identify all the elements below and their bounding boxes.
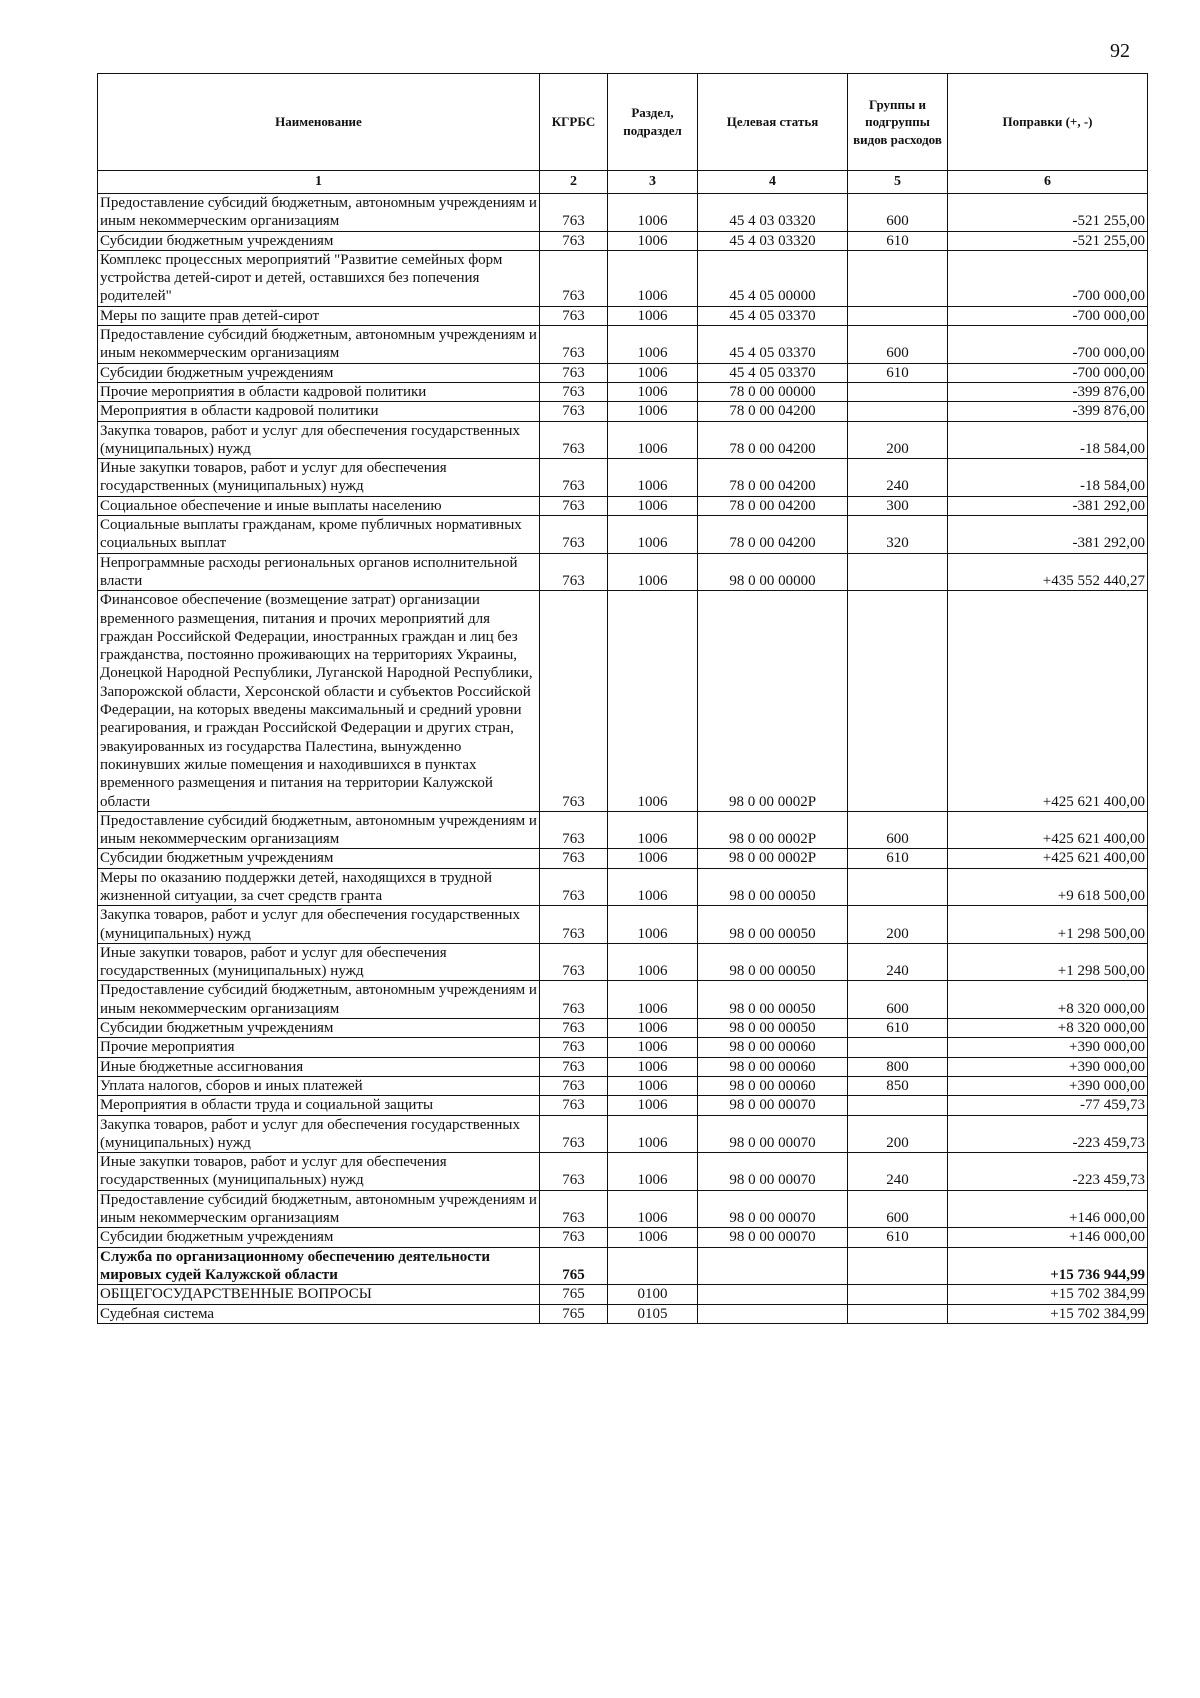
row-amount-cell: +390 000,00 — [948, 1057, 1148, 1076]
row-kgrbs-cell: 763 — [540, 1153, 608, 1191]
page-number: 92 — [1110, 40, 1130, 62]
row-name-cell: Предоставление субсидий бюджетным, автономным учреждениям и иным некоммерческим организациям — [98, 811, 540, 849]
row-kgrbs-cell: 763 — [540, 1019, 608, 1038]
row-target-article-cell: 98 0 00 00050 — [698, 943, 848, 981]
row-section-cell: 1006 — [608, 231, 698, 250]
row-kgrbs-cell: 763 — [540, 1115, 608, 1153]
row-section-cell: 1006 — [608, 194, 698, 232]
row-expense-group-cell — [848, 553, 948, 591]
row-section-cell: 0105 — [608, 1304, 698, 1323]
row-expense-group-cell: 240 — [848, 459, 948, 497]
row-name-cell: Иные закупки товаров, работ и услуг для обеспечения государственных (муниципальных) нужд — [98, 1153, 540, 1191]
row-target-article-cell: 98 0 00 00070 — [698, 1190, 848, 1228]
row-amount-cell: +1 298 500,00 — [948, 906, 1148, 944]
row-expense-group-cell — [848, 1096, 948, 1115]
row-target-article-cell: 45 4 05 00000 — [698, 250, 848, 306]
row-target-article-cell: 45 4 03 03320 — [698, 194, 848, 232]
row-section-cell: 1006 — [608, 1019, 698, 1038]
row-name-cell: Судебная система — [98, 1304, 540, 1323]
row-name-cell: Иные закупки товаров, работ и услуг для обеспечения государственных (муниципальных) нужд — [98, 943, 540, 981]
header-amendments: Поправки (+, -) — [948, 74, 1148, 171]
row-target-article-cell: 98 0 00 00050 — [698, 906, 848, 944]
column-number: 2 — [540, 171, 608, 194]
row-name-cell: Прочие мероприятия в области кадровой политики — [98, 382, 540, 401]
row-kgrbs-cell: 763 — [540, 459, 608, 497]
column-number-row — [98, 171, 1148, 194]
table-row — [98, 1247, 1148, 1285]
row-expense-group-cell: 600 — [848, 1190, 948, 1228]
row-expense-group-cell — [848, 382, 948, 401]
row-amount-cell: -399 876,00 — [948, 382, 1148, 401]
row-target-article-cell: 98 0 00 00050 — [698, 981, 848, 1019]
row-kgrbs-cell: 763 — [540, 906, 608, 944]
row-expense-group-cell: 610 — [848, 849, 948, 868]
row-expense-group-cell: 610 — [848, 1228, 948, 1247]
column-number: 3 — [608, 171, 698, 194]
row-section-cell — [608, 1247, 698, 1285]
row-expense-group-cell — [848, 868, 948, 906]
row-section-cell: 1006 — [608, 459, 698, 497]
row-kgrbs-cell: 763 — [540, 1190, 608, 1228]
row-section-cell: 1006 — [608, 1115, 698, 1153]
row-kgrbs-cell: 763 — [540, 516, 608, 554]
header-name: Наименование — [98, 74, 540, 171]
table-row — [98, 231, 1148, 250]
row-target-article-cell: 78 0 00 04200 — [698, 496, 848, 515]
row-section-cell: 1006 — [608, 1190, 698, 1228]
header-target-article: Целевая статья — [698, 74, 848, 171]
row-expense-group-cell: 600 — [848, 194, 948, 232]
row-target-article-cell: 98 0 00 00050 — [698, 1019, 848, 1038]
row-expense-group-cell — [848, 402, 948, 421]
row-target-article-cell: 98 0 00 00070 — [698, 1115, 848, 1153]
table-row — [98, 811, 1148, 849]
table-body — [98, 194, 1148, 1324]
row-kgrbs-cell: 763 — [540, 981, 608, 1019]
row-section-cell: 1006 — [608, 382, 698, 401]
table-row — [98, 1285, 1148, 1304]
table-header-row — [98, 74, 1148, 171]
row-name-cell: Предоставление субсидий бюджетным, автономным учреждениям и иным некоммерческим организациям — [98, 326, 540, 364]
row-target-article-cell: 45 4 05 03370 — [698, 363, 848, 382]
row-name-cell: ОБЩЕГОСУДАРСТВЕННЫЕ ВОПРОСЫ — [98, 1285, 540, 1304]
row-kgrbs-cell: 763 — [540, 868, 608, 906]
row-name-cell: Мероприятия в области труда и социальной защиты — [98, 1096, 540, 1115]
table-row — [98, 516, 1148, 554]
row-kgrbs-cell: 763 — [540, 194, 608, 232]
row-kgrbs-cell: 763 — [540, 402, 608, 421]
header-section: Раздел, подраздел — [608, 74, 698, 171]
row-kgrbs-cell: 765 — [540, 1247, 608, 1285]
row-expense-group-cell — [848, 250, 948, 306]
row-target-article-cell — [698, 1304, 848, 1323]
row-section-cell: 1006 — [608, 1096, 698, 1115]
row-kgrbs-cell: 763 — [540, 1228, 608, 1247]
table-row — [98, 1038, 1148, 1057]
row-kgrbs-cell: 763 — [540, 1057, 608, 1076]
row-expense-group-cell — [848, 1304, 948, 1323]
row-section-cell: 1006 — [608, 421, 698, 459]
row-name-cell: Социальные выплаты гражданам, кроме публичных нормативных социальных выплат — [98, 516, 540, 554]
row-amount-cell: -381 292,00 — [948, 496, 1148, 515]
table-row — [98, 459, 1148, 497]
row-expense-group-cell: 600 — [848, 811, 948, 849]
row-section-cell: 1006 — [608, 1057, 698, 1076]
row-section-cell: 1006 — [608, 811, 698, 849]
row-expense-group-cell: 300 — [848, 496, 948, 515]
row-kgrbs-cell: 763 — [540, 849, 608, 868]
table-row — [98, 849, 1148, 868]
row-amount-cell: -18 584,00 — [948, 421, 1148, 459]
row-name-cell: Субсидии бюджетным учреждениям — [98, 1019, 540, 1038]
row-target-article-cell: 98 0 00 0002Р — [698, 849, 848, 868]
row-section-cell: 1006 — [608, 326, 698, 364]
row-amount-cell: +435 552 440,27 — [948, 553, 1148, 591]
row-expense-group-cell: 610 — [848, 1019, 948, 1038]
row-target-article-cell: 45 4 05 03370 — [698, 326, 848, 364]
row-name-cell: Меры по оказанию поддержки детей, находящихся в трудной жизненной ситуации, за счет средств гранта — [98, 868, 540, 906]
row-amount-cell: +9 618 500,00 — [948, 868, 1148, 906]
row-target-article-cell: 98 0 00 0002Р — [698, 811, 848, 849]
row-kgrbs-cell: 763 — [540, 382, 608, 401]
table-row — [98, 1115, 1148, 1153]
row-name-cell: Субсидии бюджетным учреждениям — [98, 1228, 540, 1247]
row-target-article-cell: 78 0 00 04200 — [698, 421, 848, 459]
row-amount-cell: +425 621 400,00 — [948, 811, 1148, 849]
table-row — [98, 382, 1148, 401]
row-amount-cell: -521 255,00 — [948, 194, 1148, 232]
row-expense-group-cell: 200 — [848, 906, 948, 944]
row-section-cell: 1006 — [608, 981, 698, 1019]
row-amount-cell: -223 459,73 — [948, 1115, 1148, 1153]
row-target-article-cell: 78 0 00 04200 — [698, 516, 848, 554]
row-amount-cell: +390 000,00 — [948, 1038, 1148, 1057]
table-row — [98, 1096, 1148, 1115]
row-amount-cell: -18 584,00 — [948, 459, 1148, 497]
row-name-cell: Субсидии бюджетным учреждениям — [98, 363, 540, 382]
row-amount-cell: +8 320 000,00 — [948, 1019, 1148, 1038]
row-section-cell: 1006 — [608, 363, 698, 382]
table-row — [98, 1190, 1148, 1228]
row-kgrbs-cell: 763 — [540, 553, 608, 591]
row-name-cell: Служба по организационному обеспечению деятельности мировых судей Калужской области — [98, 1247, 540, 1285]
row-kgrbs-cell: 763 — [540, 811, 608, 849]
row-expense-group-cell — [848, 1285, 948, 1304]
row-name-cell: Закупка товаров, работ и услуг для обеспечения государственных (муниципальных) нужд — [98, 421, 540, 459]
row-expense-group-cell: 200 — [848, 421, 948, 459]
row-section-cell: 1006 — [608, 849, 698, 868]
table-row — [98, 1153, 1148, 1191]
row-target-article-cell: 98 0 00 00060 — [698, 1076, 848, 1095]
row-kgrbs-cell: 763 — [540, 326, 608, 364]
row-target-article-cell: 78 0 00 04200 — [698, 459, 848, 497]
row-amount-cell: -700 000,00 — [948, 326, 1148, 364]
row-section-cell: 1006 — [608, 591, 698, 812]
table-row — [98, 306, 1148, 325]
row-kgrbs-cell: 763 — [540, 1038, 608, 1057]
row-expense-group-cell: 240 — [848, 1153, 948, 1191]
row-target-article-cell: 98 0 00 00070 — [698, 1096, 848, 1115]
column-number: 4 — [698, 171, 848, 194]
table-row — [98, 868, 1148, 906]
table-row — [98, 553, 1148, 591]
row-expense-group-cell: 320 — [848, 516, 948, 554]
row-section-cell: 1006 — [608, 868, 698, 906]
row-amount-cell: +15 702 384,99 — [948, 1304, 1148, 1323]
row-name-cell: Социальное обеспечение и иные выплаты населению — [98, 496, 540, 515]
table-row — [98, 1019, 1148, 1038]
table-row — [98, 421, 1148, 459]
row-amount-cell: +425 621 400,00 — [948, 849, 1148, 868]
row-target-article-cell — [698, 1285, 848, 1304]
row-section-cell: 1006 — [608, 1153, 698, 1191]
row-target-article-cell: 98 0 00 00000 — [698, 553, 848, 591]
row-kgrbs-cell: 765 — [540, 1285, 608, 1304]
row-amount-cell: -700 000,00 — [948, 306, 1148, 325]
row-target-article-cell: 98 0 00 00070 — [698, 1228, 848, 1247]
row-section-cell: 1006 — [608, 402, 698, 421]
row-kgrbs-cell: 763 — [540, 231, 608, 250]
row-name-cell: Субсидии бюджетным учреждениям — [98, 849, 540, 868]
row-expense-group-cell — [848, 306, 948, 325]
row-section-cell: 1006 — [608, 1228, 698, 1247]
row-name-cell: Закупка товаров, работ и услуг для обеспечения государственных (муниципальных) нужд — [98, 906, 540, 944]
row-target-article-cell: 98 0 00 00070 — [698, 1153, 848, 1191]
row-amount-cell: +8 320 000,00 — [948, 981, 1148, 1019]
row-kgrbs-cell: 763 — [540, 250, 608, 306]
row-kgrbs-cell: 763 — [540, 306, 608, 325]
row-expense-group-cell — [848, 1038, 948, 1057]
row-target-article-cell: 45 4 03 03320 — [698, 231, 848, 250]
row-amount-cell: +425 621 400,00 — [948, 591, 1148, 812]
row-amount-cell: -700 000,00 — [948, 363, 1148, 382]
table-row — [98, 250, 1148, 306]
row-expense-group-cell: 240 — [848, 943, 948, 981]
row-amount-cell: -381 292,00 — [948, 516, 1148, 554]
table-row — [98, 194, 1148, 232]
row-name-cell: Финансовое обеспечение (возмещение затрат) организации временного размещения, питания и прочих мероприятий для граждан Российской Федерации, иностранных граждан и лиц без гражданства, постоянно проживающих на территориях Украины, Донецкой Народной Республики, Луганской Народной Республики, Запорожской области, Херсонской области и субъектов Российской Федерации, на которых введены максимальный и средний уровни реагирования, и граждан Российской Федерации и других стран, эвакуированных из государства Палестина, вынужденно покинувших жилые помещения и находившихся в пунктах временного размещения и питания на территории Калужской области — [98, 591, 540, 812]
row-target-article-cell: 98 0 00 0002Р — [698, 591, 848, 812]
row-name-cell: Предоставление субсидий бюджетным, автономным учреждениям и иным некоммерческим организациям — [98, 981, 540, 1019]
row-amount-cell: +146 000,00 — [948, 1228, 1148, 1247]
row-kgrbs-cell: 763 — [540, 363, 608, 382]
row-target-article-cell: 78 0 00 04200 — [698, 402, 848, 421]
row-target-article-cell: 45 4 05 03370 — [698, 306, 848, 325]
row-expense-group-cell — [848, 591, 948, 812]
row-expense-group-cell — [848, 1247, 948, 1285]
header-expense-group: Группы и подгруппы видов расходов — [848, 74, 948, 171]
row-name-cell: Иные закупки товаров, работ и услуг для обеспечения государственных (муниципальных) нужд — [98, 459, 540, 497]
table-row — [98, 943, 1148, 981]
row-amount-cell: -521 255,00 — [948, 231, 1148, 250]
row-kgrbs-cell: 763 — [540, 421, 608, 459]
row-kgrbs-cell: 763 — [540, 496, 608, 515]
table-row — [98, 326, 1148, 364]
table-row — [98, 1076, 1148, 1095]
row-kgrbs-cell: 763 — [540, 1096, 608, 1115]
row-section-cell: 1006 — [608, 1076, 698, 1095]
table-row — [98, 981, 1148, 1019]
row-name-cell: Мероприятия в области кадровой политики — [98, 402, 540, 421]
row-amount-cell: +15 736 944,99 — [948, 1247, 1148, 1285]
row-target-article-cell: 98 0 00 00050 — [698, 868, 848, 906]
row-target-article-cell — [698, 1247, 848, 1285]
row-expense-group-cell: 610 — [848, 231, 948, 250]
row-kgrbs-cell: 763 — [540, 1076, 608, 1095]
column-number: 5 — [848, 171, 948, 194]
table-row — [98, 591, 1148, 812]
row-kgrbs-cell: 763 — [540, 943, 608, 981]
row-name-cell: Предоставление субсидий бюджетным, автономным учреждениям и иным некоммерческим организациям — [98, 1190, 540, 1228]
row-amount-cell: +146 000,00 — [948, 1190, 1148, 1228]
header-kgrbs: КГРБС — [540, 74, 608, 171]
row-section-cell: 1006 — [608, 943, 698, 981]
row-name-cell: Прочие мероприятия — [98, 1038, 540, 1057]
table-row — [98, 1228, 1148, 1247]
row-expense-group-cell: 600 — [848, 981, 948, 1019]
row-expense-group-cell: 800 — [848, 1057, 948, 1076]
row-name-cell: Непрограммные расходы региональных органов исполнительной власти — [98, 553, 540, 591]
row-expense-group-cell: 200 — [848, 1115, 948, 1153]
row-name-cell: Меры по защите прав детей-сирот — [98, 306, 540, 325]
row-amount-cell: +15 702 384,99 — [948, 1285, 1148, 1304]
row-amount-cell: +390 000,00 — [948, 1076, 1148, 1095]
table-row — [98, 402, 1148, 421]
budget-amendments-table — [97, 73, 1148, 1324]
row-amount-cell: -399 876,00 — [948, 402, 1148, 421]
row-section-cell: 1006 — [608, 906, 698, 944]
row-section-cell: 0100 — [608, 1285, 698, 1304]
table-row — [98, 496, 1148, 515]
table-row — [98, 1304, 1148, 1323]
row-amount-cell: -700 000,00 — [948, 250, 1148, 306]
table-row — [98, 363, 1148, 382]
row-amount-cell: -77 459,73 — [948, 1096, 1148, 1115]
row-expense-group-cell: 600 — [848, 326, 948, 364]
row-name-cell: Предоставление субсидий бюджетным, автономным учреждениям и иным некоммерческим организациям — [98, 194, 540, 232]
row-section-cell: 1006 — [608, 516, 698, 554]
row-section-cell: 1006 — [608, 1038, 698, 1057]
row-target-article-cell: 98 0 00 00060 — [698, 1038, 848, 1057]
row-expense-group-cell: 610 — [848, 363, 948, 382]
row-section-cell: 1006 — [608, 306, 698, 325]
row-kgrbs-cell: 765 — [540, 1304, 608, 1323]
row-target-article-cell: 78 0 00 00000 — [698, 382, 848, 401]
table-row — [98, 1057, 1148, 1076]
column-number: 1 — [98, 171, 540, 194]
row-section-cell: 1006 — [608, 250, 698, 306]
row-name-cell: Уплата налогов, сборов и иных платежей — [98, 1076, 540, 1095]
row-target-article-cell: 98 0 00 00060 — [698, 1057, 848, 1076]
row-amount-cell: +1 298 500,00 — [948, 943, 1148, 981]
row-name-cell: Закупка товаров, работ и услуг для обеспечения государственных (муниципальных) нужд — [98, 1115, 540, 1153]
row-kgrbs-cell: 763 — [540, 591, 608, 812]
row-amount-cell: -223 459,73 — [948, 1153, 1148, 1191]
column-number: 6 — [948, 171, 1148, 194]
row-section-cell: 1006 — [608, 553, 698, 591]
row-expense-group-cell: 850 — [848, 1076, 948, 1095]
table-row — [98, 906, 1148, 944]
row-name-cell: Иные бюджетные ассигнования — [98, 1057, 540, 1076]
row-name-cell: Комплекс процессных мероприятий "Развитие семейных форм устройства детей-сирот и детей, оставшихся без попечения родителей" — [98, 250, 540, 306]
row-section-cell: 1006 — [608, 496, 698, 515]
row-name-cell: Субсидии бюджетным учреждениям — [98, 231, 540, 250]
